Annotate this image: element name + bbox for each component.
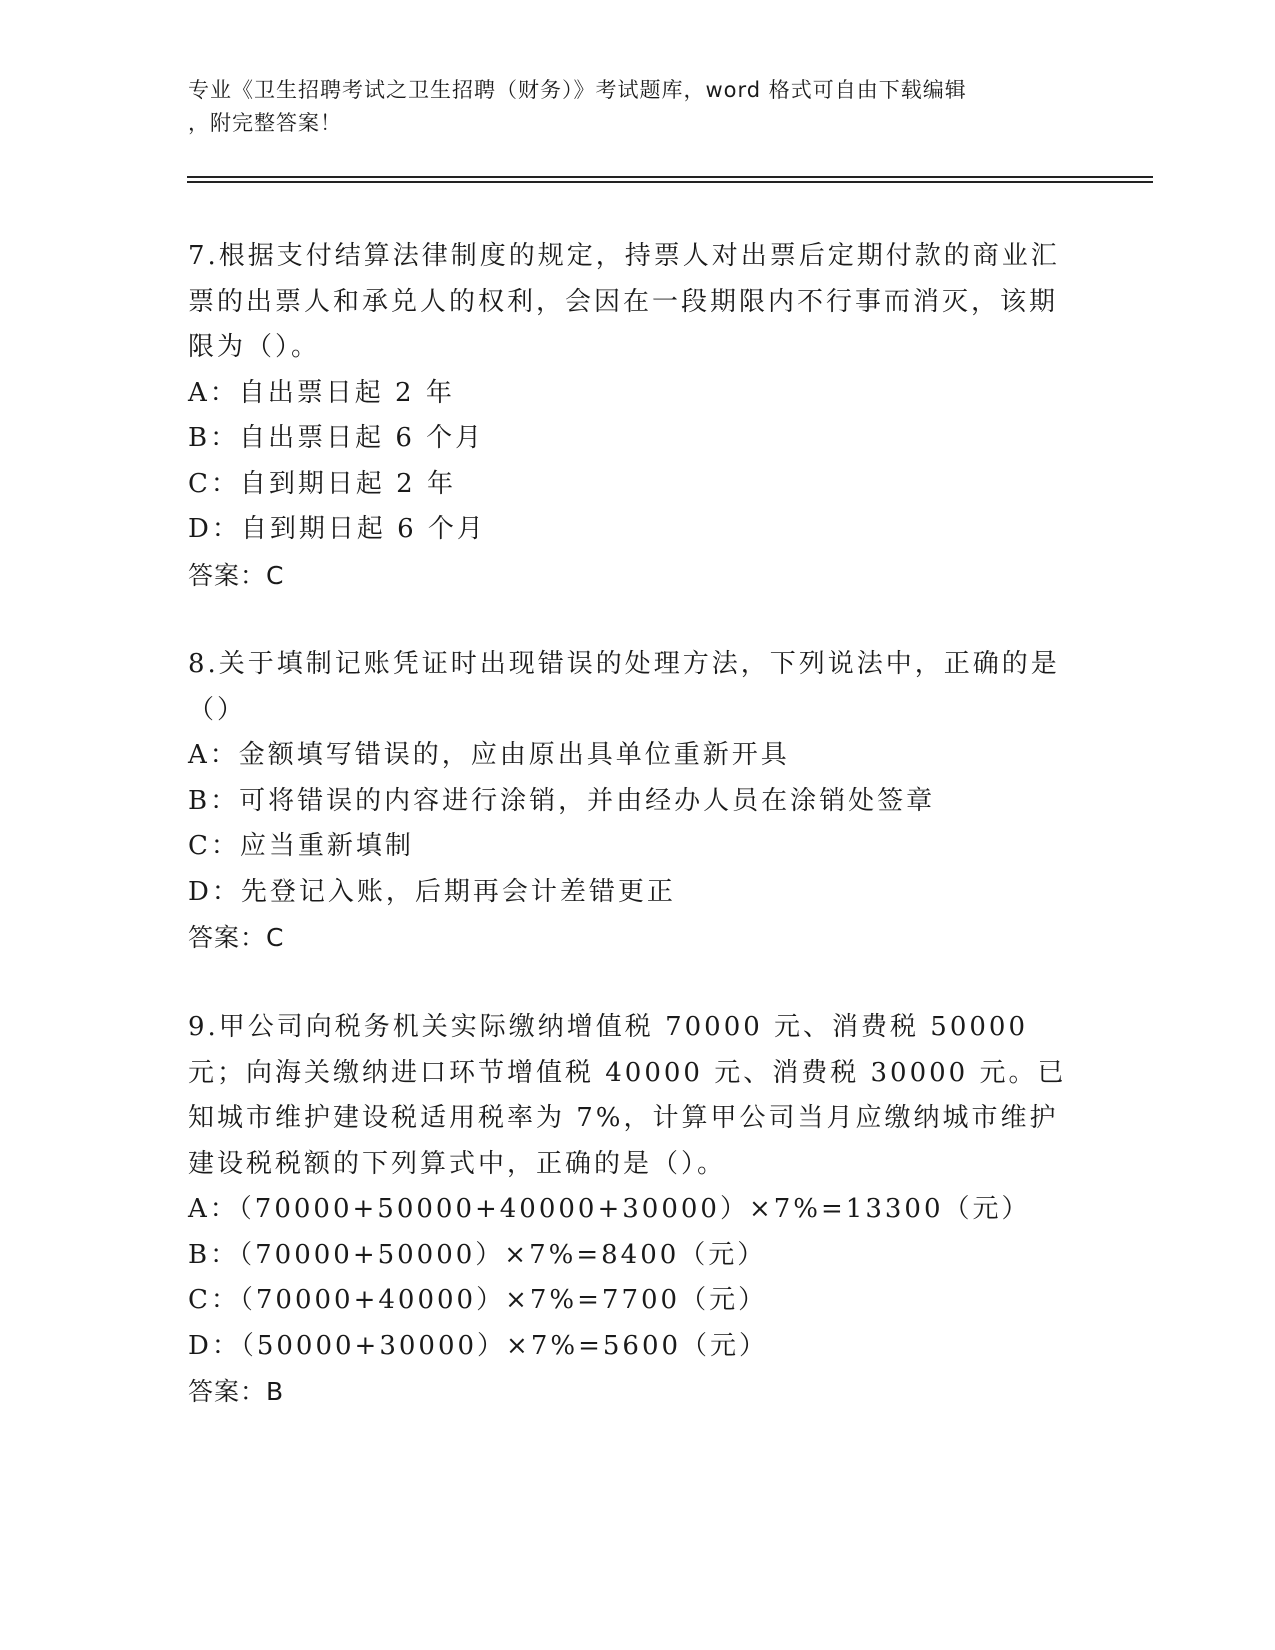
header-line-1: 专业《卫生招聘考试之卫生招聘（财务）》考试题库，word 格式可自由下载编辑 <box>188 78 967 102</box>
option-c: C：应当重新填制 <box>188 831 414 861</box>
question-stem: 9.甲公司向税务机关实际缴纳增值税 70000 元、消费税 50000 元；向海关缴纳进口环节增值税 40000 元、消费税 30000 元。已知城市维护建设税适用税率为 7%，计算甲公司当月应缴纳城市维护建设税税额的下列算式中，正确的是（）。 <box>188 1012 1067 1179</box>
option-a: A：自出票日起 2 年 <box>188 377 455 408</box>
header-divider-top <box>187 176 1153 178</box>
question-stem: 8.关于填制记账凭证时出现错误的处理方法，下列说法中，正确的是（） <box>188 649 1060 725</box>
option-a: A：（70000+50000+40000+30000）×7%=13300（元） <box>188 1194 1031 1224</box>
option-c: C：（70000+40000）×7%=7700（元） <box>188 1285 768 1315</box>
header-divider-bottom <box>187 181 1153 183</box>
option-b: B：可将错误的内容进行涂销，并由经办人员在涂销处签章 <box>188 785 936 816</box>
option-b: B：（70000+50000）×7%=8400（元） <box>188 1239 767 1270</box>
document-header <box>188 74 1068 140</box>
option-c: C：自到期日起 2 年 <box>188 468 456 499</box>
option-d: D：（50000+30000）×7%=5600（元） <box>188 1330 769 1361</box>
question-7 <box>188 234 1068 598</box>
answer-line: 答案：C <box>188 560 285 590</box>
question-8 <box>188 642 1068 961</box>
option-d: D：先登记入账，后期再会计差错更正 <box>188 876 676 907</box>
header-line-2: ，附完整答案！ <box>188 111 342 135</box>
option-d: D：自到期日起 6 个月 <box>188 514 486 544</box>
question-9 <box>188 1005 1068 1415</box>
option-a: A：金额填写错误的，应由原出具单位重新开具 <box>188 740 790 770</box>
question-stem: 7.根据支付结算法律制度的规定，持票人对出票后定期付款的商业汇票的出票人和承兑人的权利，会因在一段期限内不行事而消灭，该期限为（）。 <box>188 241 1060 362</box>
answer-line: 答案：B <box>188 1377 285 1406</box>
answer-line: 答案：C <box>188 923 285 952</box>
option-b: B：自出票日起 6 个月 <box>188 423 485 453</box>
